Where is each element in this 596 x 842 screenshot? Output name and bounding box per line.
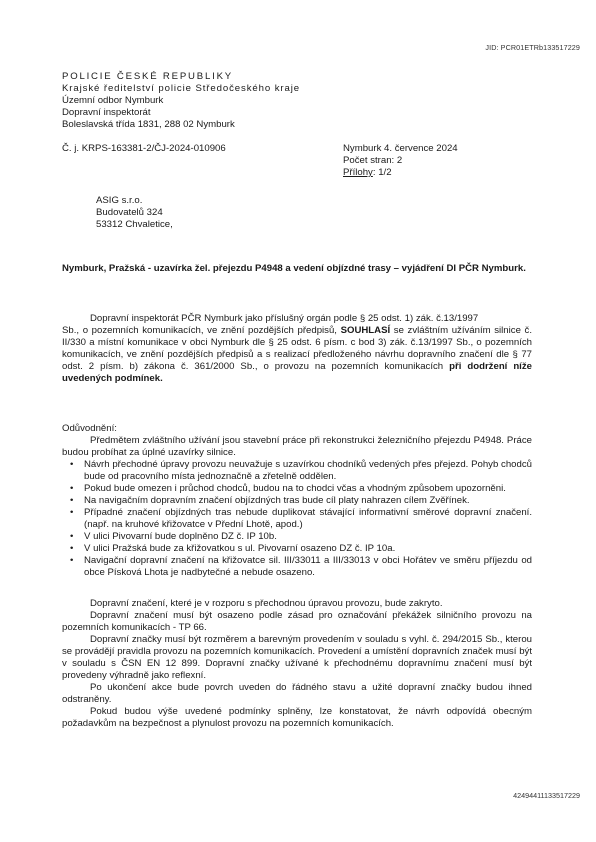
list-item: • Na navigačním dopravním značení objízdných tras bude cíl platy nahrazen cílem Zvěřínek. xyxy=(62,495,532,507)
list-item: • Navigační dopravní značení na křižovatce sil. III/33011 a III/33013 v obci Hořátev ve směru příjezdu od obce Písková Lhota je nadbytečné a nebude osazeno. xyxy=(62,555,532,579)
regional-directorate: Krajské ředitelství policie Středočeského kraje xyxy=(62,83,300,94)
recipient-street: Budovatelů 324 xyxy=(96,207,163,218)
document-id-bottom: 42494411133517229 xyxy=(513,791,580,800)
sender-address: Boleslavská třída 1831, 288 02 Nymburk xyxy=(62,119,235,130)
closing-paragraph: Dopravní značky musí být rozměrem a barevným provedením v souladu s vyhl. č. 294/2015 Sb., kterou se provádějí pravidla provozu na pozemních komunikacích. Provedení a umístění dopravních značek musí být v souladu s ČSN EN 12 899. Dopravní značky užívané k přechodnému dopravnímu značení musí být provedeny výhradně jako reflexní. xyxy=(62,634,532,681)
list-item: • V ulici Pivovarní bude doplněno DZ č. IP 10b. xyxy=(62,531,532,543)
statement-section xyxy=(62,313,532,385)
conditions-list xyxy=(62,459,532,579)
reasoning-title: Odůvodnění: xyxy=(62,423,117,434)
list-item: • Pokud bude omezen i průchod chodců, budou na to chodci včas a vhodným způsobem upozorněni. xyxy=(62,483,532,495)
letterhead xyxy=(62,71,362,131)
statement-text-3: se zvláštním užíváním silnice č. II/330 a místní komunikace v obci Nymburk dle § 25 odst. 6 písm. c bod 3) zák. č.13/1997 Sb., o pozemních komunikacích, ve znění pozdějších předpisů a s realizací předloženého návrhu dopravního značení dle § 77 odst. 2 písm. b) zákona č. 361/2000 Sb., o provozu na pozemních komunikacích xyxy=(62,325,532,372)
closing-section xyxy=(62,598,532,730)
recipient-name: ASIG s.r.o. xyxy=(96,195,143,206)
statement-conditions: při dodržení níže uvedených podmínek. xyxy=(62,361,532,384)
page-count: Počet stran: 2 xyxy=(343,155,403,166)
statement-consent: SOUHLASÍ xyxy=(340,325,391,336)
attachments-value: : 1/2 xyxy=(372,167,392,178)
recipient-city: 53312 Chvaletice, xyxy=(96,219,173,230)
document-meta xyxy=(343,143,458,179)
attachments xyxy=(343,167,458,179)
subject-line: Nymburk, Pražská - uzavírka žel. přejezdu P4948 a vedení objízdné trasy – vyjádření DI PČR Nymburk. xyxy=(62,263,526,274)
reference-number: Č. j. KRPS-163381-2/ČJ-2024-010906 xyxy=(62,143,226,154)
closing-paragraph: Pokud budou výše uvedené podmínky splněny, lze konstatovat, že návrh odpovídá obecným požadavkům na bezpečnost a plynulost provozu na pozemních komunikacích. xyxy=(62,706,532,729)
territorial-unit: Územní odbor Nymburk xyxy=(62,95,164,106)
statement-paragraph xyxy=(90,313,532,325)
document-id-top: JID: PCR01ETRb133517229 xyxy=(485,43,580,52)
recipient-address xyxy=(96,195,173,231)
org-name: POLICIE ČESKÉ REPUBLIKY xyxy=(62,71,233,82)
attachments-label: Přílohy xyxy=(343,167,373,178)
reasoning-section xyxy=(62,423,532,579)
list-item: • V ulici Pražská bude za křižovatkou s ul. Pivovarní osazeno DZ č. IP 10a. xyxy=(62,543,532,555)
list-item: • Návrh přechodné úpravy provozu neuvažuje s uzavírkou chodníků vedených přes přejezd. Pohyb chodců bude od pracovního místa jednoznačně a zřetelně oddělen. xyxy=(62,459,532,483)
list-item: • Případné značení objízdných tras nebude duplikovat stávající informativní směrové dopravní značení. (např. na kruhové křižovatce v Přední Lhotě, apod.) xyxy=(62,507,532,531)
statement-text-2: Sb., o pozemních komunikacích, ve znění pozdějších předpisů, xyxy=(62,325,337,336)
statement-paragraph-cont xyxy=(62,325,532,385)
statement-text-1: Dopravní inspektorát PČR Nymburk jako příslušný orgán podle § 25 odst. 1) zák. č.13/1997 xyxy=(90,313,479,324)
traffic-inspectorate: Dopravní inspektorát xyxy=(62,107,151,118)
closing-paragraph: Dopravní značení musí být osazeno podle zásad pro označování překážek silničního provozu na pozemních komunikacích - TP 66. xyxy=(62,610,532,633)
document-date: Nymburk 4. července 2024 xyxy=(343,143,458,154)
reasoning-intro: Předmětem zvláštního užívání jsou stavební práce při rekonstrukci železničního přejezdu P4948. Práce budou probíhat za úplné uzavírky silnice. xyxy=(62,435,532,458)
closing-paragraph: Dopravní značení, které je v rozporu s přechodnou úpravou provozu, bude zakryto. xyxy=(90,598,443,609)
closing-paragraph: Po ukončení akce bude povrch uveden do řádného stavu a užité dopravní značky budou ihned odstraněny. xyxy=(62,682,532,705)
